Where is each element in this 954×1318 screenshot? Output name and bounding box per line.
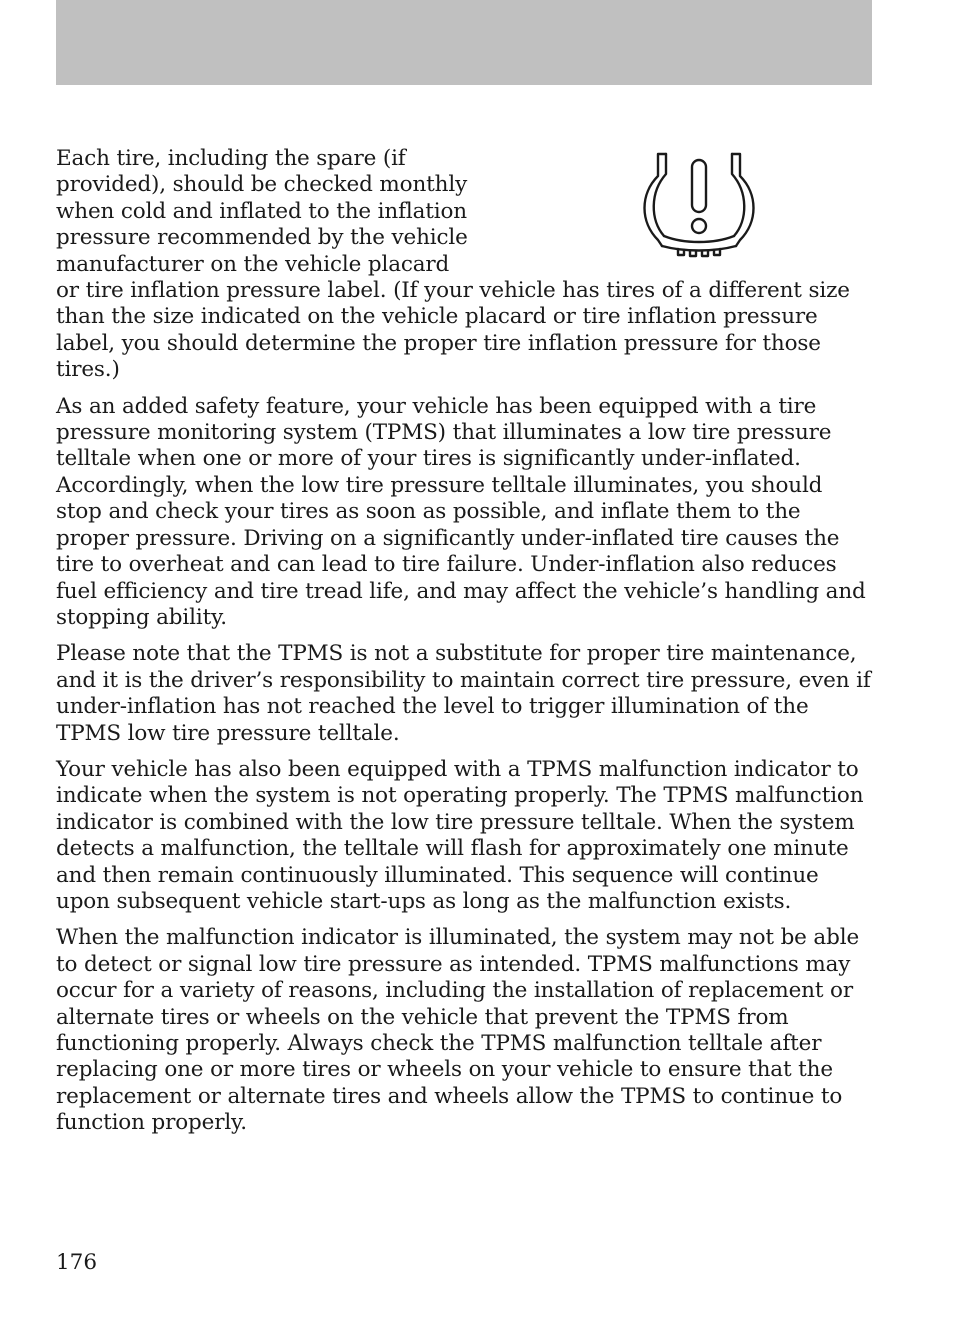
paragraph-malfunction-causes: When the malfunction indicator is illuminated, the system may not be able to detect or signal low tire pressure as intended. TPMS malfunctions may occur for a variety of reasons, including the installation of replacement or alternate tires or wheels on the vehicle that prevent the TPMS from functioning properly. Always check the TPMS malfunction telltale after replacing one or more tires or wheels on your vehicle to ensure that the replacement or alternate tires and wheels allow the TPMS to continue to function properly. — [56, 925, 860, 1136]
paragraph-tpms-note: Please note that the TPMS is not a substitute for proper tire maintenance, and it is the driver’s responsibility to maintain correct tire pressure, even if under-inflation has not reached the level to trigger illumination of the TPMS low tire pressure telltale. — [56, 641, 871, 746]
paragraph-malfunction-indicator: Your vehicle has also been equipped with a TPMS malfunction indicator to indicate when the system is not operating properly. The TPMS malfunction indicator is combined with the low tire pressure telltale. When the system detects a malfunction, the telltale will flash for approximately one minute and then remain continuously illuminated. This sequence will continue upon subsequent vehicle start-ups as long as the malfunction exists. — [56, 756, 864, 914]
page-body — [56, 146, 874, 1147]
paragraph-tpms-feature: As an added safety feature, your vehicle has been equipped with a tire pressure monitoring system (TPMS) that illuminates a low tire pressure telltale when one or more of your tires is significantly under-inflated. Accordingly, when the low tire pressure telltale illuminates, you should stop and check your tires as soon as possible, and inflate them to the proper pressure. Driving on a significantly under-inflated tire causes the tire to overheat and can lead to tire failure. Under-inflation also reduces fuel efficiency and tire tread life, and may affect the vehicle’s handling and stopping ability. — [56, 393, 866, 630]
icon-container — [474, 146, 874, 266]
header-band — [56, 0, 872, 85]
paragraph-tire-check: Each tire, including the spare (if provided), should be checked monthly when cold and inflated to the inflation pressure recommended by the vehicle manufacturer on the vehicle placard or tire inflation pressure label. (If your vehicle has tires of a different size than the size indicated on the vehicle placard or tire inflation pressure label, you should determine the proper tire inflation pressure for those tires.) — [56, 146, 850, 383]
low-tire-pressure-warning-icon — [634, 150, 764, 262]
page-number: 176 — [56, 1250, 98, 1275]
